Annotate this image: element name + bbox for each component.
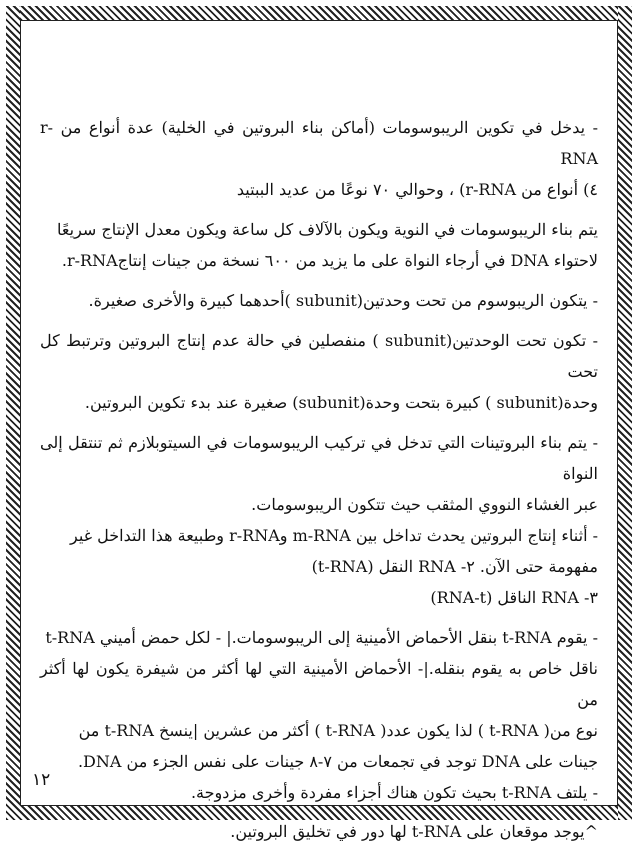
text-line: مفهومة حتى الآن. ٢- RNA النقل (t-RNA) — [311, 557, 598, 576]
paragraph-ribosomal-proteins — [40, 427, 598, 613]
border-inner-line — [20, 20, 618, 21]
border-inner-line — [617, 20, 618, 806]
text-line: - يلتف t-RNA بحيث تكون هناك أجزاء مفردة وأخرى مزدوجة. — [190, 783, 598, 802]
page-number: ١٢ — [32, 770, 51, 790]
text-line: يتم بناء الريبوسومات في النوية ويكون بالآلاف كل ساعة ويكون معدل الإنتاج سريعًا — [57, 220, 598, 239]
paragraph-subunit-binding — [40, 325, 598, 418]
decorative-border-left — [6, 6, 20, 820]
text-line: - يتكون الريبوسوم من تحت وحدتين(subunit )أحدهما كبيرة والأخرى صغيرة. — [88, 291, 598, 310]
text-line: ٤) أنواع من r-RNA) ، وحوالي ٧٠ نوعًا من عديد الببتيد — [236, 180, 598, 199]
paragraph-ribosome-composition — [40, 112, 598, 205]
text-line: - يدخل في تكوين الريبوسومات (أماكن بناء البروتين في الخلية) عدة أنواع من r-RNA — [40, 118, 598, 168]
decorative-border-right — [618, 6, 632, 820]
text-line: عبر الغشاء النووي المثقب حيث تتكون الريبوسومات. — [251, 495, 598, 514]
text-line: ^يوجد موقعان على t-RNA لها دور في تخليق البروتين. — [230, 822, 598, 841]
body-text — [40, 112, 598, 856]
text-line: لاحتواء DNA في أرجاء النواة على ما يزيد من ٦٠٠ نسخة من جينات إنتاجr-RNA. — [61, 251, 598, 270]
paragraph-subunits — [40, 285, 598, 316]
text-line: - أثناء إنتاج البروتين يحدث تداخل بين m-RNA وr-RNA وطبيعة هذا التداخل غير — [70, 526, 598, 545]
text-line: وحدة(subunit ) كبيرة بتحت وحدة(subunit) صغيرة عند بدء تكوين البروتين. — [84, 393, 598, 412]
text-line: جينات على DNA توجد في تجمعات من ٧-٨ جينات على نفس الجزء من DNA. — [77, 752, 598, 771]
paragraph-trna-sites — [40, 816, 598, 847]
text-line: نوع من( t-RNA ) لذا يكون عدد( t-RNA ) أكثر من عشرين |ينسخ t-RNA من — [78, 721, 598, 740]
text-line: ناقل خاص به يقوم بنقله.|- الأحماض الأمينية التي لها أكثر من شيفرة يكون لها أكثر من — [40, 659, 598, 709]
text-line: - يتم بناء البروتينات التي تدخل في تركيب الريبوسومات في السيتوبلازم ثم تنتقل إلى النواة — [40, 433, 598, 483]
text-line: ٣- RNA الناقل (RNA-t) — [430, 588, 598, 607]
decorative-border-top — [6, 6, 632, 20]
text-line: - تكون تحت الوحدتين(subunit ) منفصلين في حالة عدم إنتاج البروتين وترتبط كل تحت — [40, 331, 599, 381]
paragraph-ribosome-synthesis — [40, 214, 598, 276]
text-line: - يقوم t-RNA بنقل الأحماض الأمينية إلى الريبوسومات.| - لكل حمض أميني t-RNA — [45, 628, 598, 647]
border-inner-line — [20, 20, 21, 806]
paragraph-trna — [40, 622, 598, 808]
